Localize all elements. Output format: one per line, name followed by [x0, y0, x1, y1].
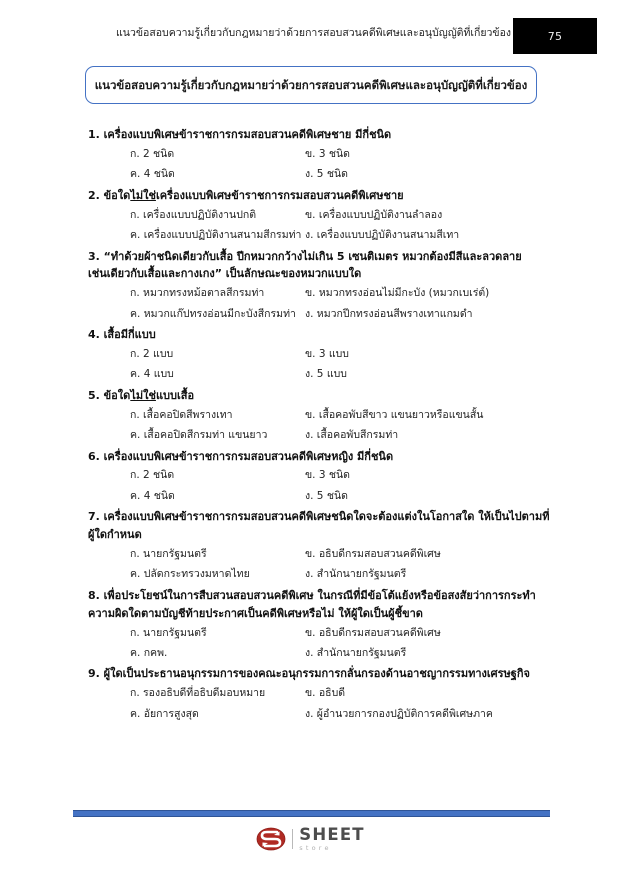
question-stem-emphasis: ไม่ใช่	[130, 188, 156, 202]
choice-option-c[interactable]: ค. 4 ชนิด	[130, 489, 175, 502]
page-number: 75	[547, 29, 563, 43]
choice-row	[88, 623, 588, 643]
choice-row	[88, 304, 588, 324]
question-stem-text: 4. เสื้อมีกี่แบบ	[88, 328, 156, 342]
question-stem-line2: ผู้ใดกำหนด	[88, 528, 142, 542]
question-stem-text: 8. เพื่อประโยชน์ในการสืบสวนสอบสวนคดีพิเศษ ในกรณีที่มีข้อโต้แย้งหรือข้อสงสัยว่าการกระทำ	[88, 588, 536, 602]
question-stem	[88, 126, 588, 144]
question-block	[88, 126, 588, 185]
choice-option-b[interactable]: ข. หมวกทรงอ่อนไม่มีกะบัง (หมวกเบเร่ต์)	[305, 287, 490, 300]
question-stem	[88, 187, 588, 205]
question-block	[88, 448, 588, 507]
choice-row	[88, 544, 588, 564]
question-stem	[88, 587, 588, 605]
choice-option-c[interactable]: ค. ปลัดกระทรวงมหาดไทย	[130, 568, 250, 581]
choice-option-d[interactable]: ง. ผู้อำนวยการกองปฏิบัติการคดีพิเศษภาค	[305, 707, 493, 720]
logo-main-text: SHEET	[299, 824, 365, 844]
choice-option-d[interactable]: ง. เครื่องแบบปฏิบัติงานสนามสีเทา	[305, 229, 460, 242]
question-block	[88, 508, 588, 585]
question-stem-text-tail: แบบเสื้อ	[155, 388, 195, 402]
choice-group	[88, 283, 588, 324]
choice-option-b[interactable]: ข. 3 ชนิด	[305, 469, 350, 482]
choice-option-a[interactable]: ก. 2 ชนิด	[130, 147, 175, 160]
page-title: แนวข้อสอบความรู้เกี่ยวกับกฎหมายว่าด้วยการสอบสวนคดีพิเศษและอนุบัญญัติที่เกี่ยวข้อง	[94, 77, 528, 92]
choice-row	[88, 486, 588, 506]
choice-row	[88, 225, 588, 245]
choice-row	[88, 704, 588, 724]
question-stem	[88, 508, 588, 526]
question-stem	[88, 248, 588, 266]
choice-option-d[interactable]: ง. เสื้อคอพับสีกรมท่า	[305, 429, 399, 442]
choice-option-b[interactable]: ข. เสื้อคอพับสีขาว แขนยาวหรือแขนสั้น	[305, 408, 484, 421]
question-stem-text: 5. ข้อใด	[88, 388, 131, 402]
choice-row	[88, 344, 588, 364]
page-header	[0, 22, 621, 52]
choice-group	[88, 205, 588, 246]
choice-option-d[interactable]: ง. สำนักนายกรัฐมนตรี	[305, 646, 407, 659]
choice-option-b[interactable]: ข. อธิบดีกรมสอบสวนคดีพิเศษ	[305, 626, 441, 639]
choice-option-a[interactable]: ก. 2 ชนิด	[130, 469, 175, 482]
question-stem-emphasis: ไม่ใช่	[130, 388, 156, 402]
choice-row	[88, 425, 588, 445]
question-block	[88, 248, 588, 325]
choice-group	[88, 623, 588, 664]
question-stem	[88, 326, 588, 344]
choice-option-a[interactable]: ก. เครื่องแบบปฏิบัติงานปกติ	[130, 208, 257, 221]
question-stem-text: 1. เครื่องแบบพิเศษข้าราชการกรมสอบสวนคดีพิเศษชาย มีกี่ชนิด	[88, 128, 392, 141]
choice-group	[88, 544, 588, 585]
choice-option-a[interactable]: ก. รองอธิบดีที่อธิบดีมอบหมาย	[130, 687, 266, 700]
question-block	[88, 587, 588, 664]
choice-row	[88, 465, 588, 485]
choice-option-c[interactable]: ค. กคพ.	[130, 646, 168, 659]
choice-row	[88, 164, 588, 184]
choice-option-c[interactable]: ค. 4 แบบ	[130, 368, 174, 381]
footer-divider	[73, 810, 550, 817]
choice-option-a[interactable]: ก. นายกรัฐมนตรี	[130, 626, 207, 639]
question-stem	[88, 448, 588, 466]
choice-group	[88, 405, 588, 446]
choice-option-d[interactable]: ง. 5 แบบ	[305, 368, 347, 381]
choice-group	[88, 683, 588, 724]
question-stem-text-tail: เครื่องแบบพิเศษข้าราชการกรมสอบสวนคดีพิเศษชาย	[155, 188, 404, 202]
choice-option-b[interactable]: ข. 3 ชนิด	[305, 147, 350, 160]
choice-option-b[interactable]: ข. อธิบดี	[305, 687, 346, 700]
question-stem-text: 2. ข้อใด	[88, 188, 131, 202]
logo-divider	[292, 829, 293, 849]
question-stem-text: 7. เครื่องแบบพิเศษข้าราชการกรมสอบสวนคดีพิเศษชนิดใดจะต้องแต่งในโอกาสใด ให้เป็นไปตามที่	[88, 510, 550, 524]
choice-row	[88, 144, 588, 164]
sheet-store-logo-icon	[256, 824, 286, 854]
choice-option-a[interactable]: ก. นายกรัฐมนตรี	[130, 547, 207, 560]
page-number-box	[513, 18, 597, 54]
choice-row	[88, 283, 588, 303]
choice-option-b[interactable]: ข. อธิบดีกรมสอบสวนคดีพิเศษ	[305, 547, 441, 560]
choice-option-b[interactable]: ข. เครื่องแบบปฏิบัติงานลำลอง	[305, 208, 443, 221]
choice-option-a[interactable]: ก. 2 แบบ	[130, 347, 174, 360]
footer-logo	[0, 824, 621, 854]
question-block	[88, 187, 588, 246]
question-block	[88, 665, 588, 724]
choice-option-c[interactable]: ค. 4 ชนิด	[130, 168, 175, 181]
choice-option-d[interactable]: ง. 5 ชนิด	[305, 489, 348, 502]
question-stem	[88, 665, 588, 683]
choice-row	[88, 683, 588, 703]
choice-row	[88, 405, 588, 425]
choice-option-a[interactable]: ก. หมวกทรงหม้อตาลสีกรมท่า	[130, 287, 265, 300]
question-stem-text: 3. “ทำด้วยผ้าชนิดเดียวกับเสื้อ ปีกหมวกกว้างไม่เกิน 5 เซนติเมตร หมวกต้องมีสีและลวดลาย	[88, 249, 522, 263]
choice-option-d[interactable]: ง. 5 ชนิด	[305, 168, 348, 181]
question-stem-text: 9. ผู้ใดเป็นประธานอนุกรรมการของคณะอนุกรรมการกลั่นกรองด้านอาชญากรรมทางเศรษฐกิจ	[88, 667, 530, 681]
choice-option-c[interactable]: ค. เครื่องแบบปฏิบัติงานสนามสีกรมท่า	[130, 229, 302, 242]
running-header-title: แนวข้อสอบความรู้เกี่ยวกับกฎหมายว่าด้วยการสอบสวนคดีพิเศษและอนุบัญญัติที่เกี่ยวข้อง	[116, 27, 511, 39]
choice-row	[88, 564, 588, 584]
choice-option-c[interactable]: ค. อัยการสูงสุด	[130, 707, 199, 720]
logo-wordmark	[299, 824, 365, 852]
title-box	[85, 66, 537, 104]
choice-group	[88, 344, 588, 385]
logo-sub-text: store	[299, 844, 332, 852]
question-block	[88, 387, 588, 446]
choice-option-d[interactable]: ง. สำนักนายกรัฐมนตรี	[305, 568, 407, 581]
choice-row	[88, 364, 588, 384]
question-stem-text: 6. เครื่องแบบพิเศษข้าราชการกรมสอบสวนคดีพิเศษหญิง มีกี่ชนิด	[88, 449, 394, 463]
choice-option-c[interactable]: ค. หมวกแก๊ปทรงอ่อนมีกะบังสีกรมท่า	[130, 307, 296, 320]
choice-option-d[interactable]: ง. หมวกปีกทรงอ่อนสีพรางเทาแกมดำ	[305, 307, 473, 320]
choice-option-b[interactable]: ข. 3 แบบ	[305, 347, 349, 360]
question-stem-line2: เช่นเดียวกับเสื้อและกางเกง” เป็นลักษณะของหมวกแบบใด	[88, 267, 362, 281]
choice-row	[88, 205, 588, 225]
questions-container	[88, 126, 588, 726]
choice-option-c[interactable]: ค. เสื้อคอปิดสีกรมท่า แขนยาว	[130, 429, 268, 442]
choice-group	[88, 465, 588, 506]
choice-option-a[interactable]: ก. เสื้อคอปิดสีพรางเทา	[130, 408, 233, 421]
choice-group	[88, 144, 588, 185]
question-block	[88, 326, 588, 385]
choice-row	[88, 643, 588, 663]
question-stem-line2: ความผิดใดตามบัญชีท้ายประกาศเป็นคดีพิเศษหรือไม่ ให้ผู้ใดเป็นผู้ชี้ขาด	[88, 606, 423, 620]
question-stem	[88, 387, 588, 405]
